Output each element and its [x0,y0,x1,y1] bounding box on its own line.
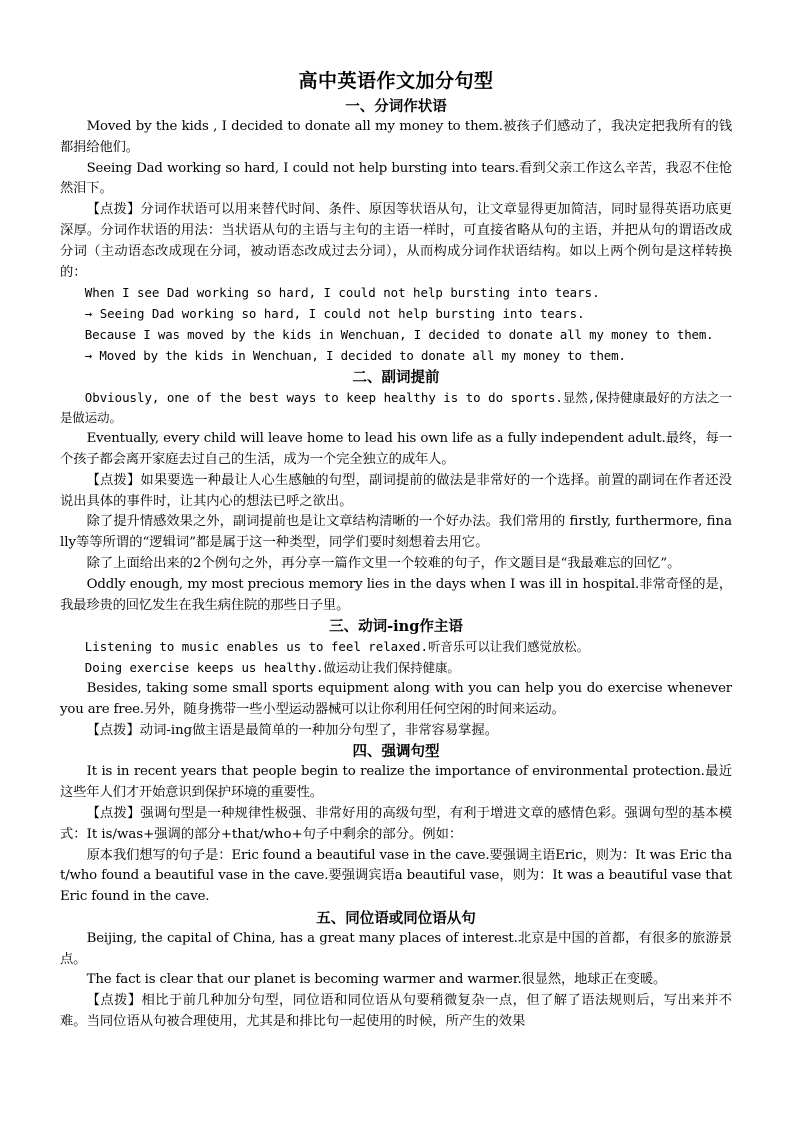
example-sentence: Obviously, one of the best ways to keep healthy is to do sports.显然,保持健康最好的方法之一是做运动。 [60,389,732,426]
example-sentence: Beijing, the capital of China, has a great many places of interest.北京是中国的首都，有很多的旅游景点。 [60,930,732,967]
section-heading: 一、分词作状语 [345,98,447,115]
section-participle-adverbial [60,96,732,367]
example-sentence: Oddly enough, my most precious memory lies in the days when I was ill in hospital.非常奇怪的是，我最珍贵的回忆发生在我生病住院的那些日子里。 [60,576,732,613]
section-heading: 二、副词提前 [352,368,440,386]
example-sentence: Seeing Dad working so hard, I could not help bursting into tears.看到父亲工作这么辛苦，我忍不住怆然泪下。 [60,160,732,197]
tip-paragraph: 【点拨】相比于前几种加分句型，同位语和同位语从句要稍微复杂一点，但了解了语法规则后，写出来并不难。当同位语从句被合理使用，尤其是和排比句一起使用的时候，所产生的效果 [60,993,732,1030]
document-title: 高中英语作文加分句型 [298,70,494,92]
section-adverb-fronting [60,367,732,617]
conversion-example: When I see Dad working so hard, I could not help bursting into tears. [84,285,600,301]
section-heading: 三、动词-ing作主语 [329,618,463,636]
document-page [60,66,732,1033]
example-sentence: It is in recent years that people begin to realize the importance of environmental protection.最近这些年人们才开始意识到保护环境的重要性。 [60,764,732,801]
example-sentence: The fact is clear that our planet is becoming warmer and warmer.很显然，地球正在变暖。 [86,972,667,988]
tip-paragraph: 【点拨】如果要选一种最让人心生感触的句型，副词提前的做法是非常好的一个选择。前置的副词在作者还没说出具体的事件时，让其内心的想法已呼之欲出。 [60,472,732,509]
section-gerund-subject [60,616,732,741]
tip-paragraph: 【点拨】动词-ing做主语是最简单的一种加分句型了，非常容易掌握。 [86,722,499,738]
conversion-example: Because I was moved by the kids in Wenchuan, I decided to donate all my money to them. [84,326,714,342]
example-sentence: Doing exercise keeps us healthy.做运动让我们保持健康。 [84,660,460,676]
conversion-example: → Moved by the kids in Wenchuan, I decided to donate all my money to them. [84,347,626,363]
example-sentence: Besides, taking some small sports equipment along with you can help you do exercise whenever you are free.另外，随身携带一些小型运动器械可以让你利用任何空闲的时间来运动。 [60,680,732,717]
section-heading: 四、强调句型 [352,743,440,761]
section-emphatic-sentence [60,741,732,908]
example-sentence: Eventually, every child will leave home to lead his own life as a fully independent adult.最终，每一个孩子都会离开家庭去过自己的生活，成为一个完全独立的成年人。 [60,431,732,467]
conversion-example: → Seeing Dad working so hard, I could not help bursting into tears. [84,306,585,322]
example-sentence: Listening to music enables us to feel relaxed.听音乐可以让我们感觉放松。 [84,639,590,655]
tip-paragraph: 【点拨】分词作状语可以用来替代时间、条件、原因等状语从句，让文章显得更加简洁，同时显得英语功底更深厚。分词作状语的用法：当状语从句的主语与主句的主语一样时，可直接省略从句的主语，并把从句的谓语改成分词（主动语态改成现在分词，被动语态改成过去分词），从而构成分词作状语结构。如以上两个例句是这样转换的： [60,202,732,280]
body-paragraph: 除了上面给出来的2个例句之外，再分享一篇作文里一个较难的句子，作文题目是“我最难忘的回忆”。 [86,555,681,571]
example-sentence: Moved by the kids , I decided to donate all my money to them.被孩子们感动了，我决定把我所有的钱都捐给他们。 [60,119,732,155]
section-appositive [60,908,732,1033]
body-paragraph: 原本我们想写的句子是：Eric found a beautiful vase in the cave.要强调主语Eric，则为：It was Eric that/who found a beautiful vase in the cave.要强调宾语a beautiful vase，则为：It was a beautiful vase that Eric found in the cave. [60,847,732,905]
body-paragraph: 除了提升情感效果之外，副词提前也是让文章结构清晰的一个好办法。我们常用的 firstly, furthermore, finally等等所谓的“逻辑词”都是属于这一种类型，同学们要时刻想着去用它。 [60,514,732,551]
tip-paragraph: 【点拨】强调句型是一种规律性极强、非常好用的高级句型，有利于增进文章的感情色彩。强调句型的基本模式：It is/was+强调的部分+that/who+句子中剩余的部分。例如： [60,805,732,842]
section-heading: 五、同位语或同位语从句 [316,909,476,927]
